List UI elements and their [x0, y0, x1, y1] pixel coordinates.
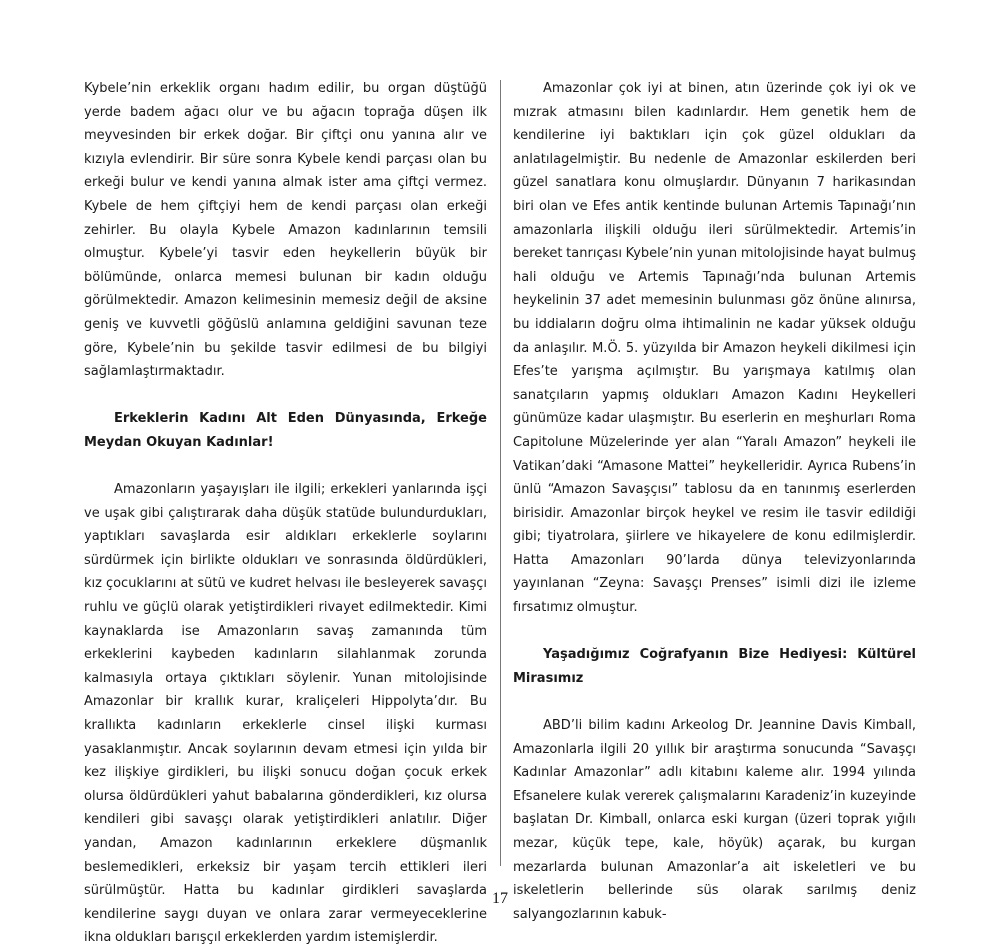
left-column — [84, 77, 487, 950]
section-heading-1: Erkeklerin Kadını Alt Eden Dünyasında, Erkeğe Meydan Okuyan Kadınlar! — [84, 411, 487, 450]
left-paragraph-1: Kybele’nin erkeklik organı hadım edilir, bu organ düştüğü yerde badem ağacı olur ve bu ağacın toprağa düşen ilk meyvesinden bir erkek doğar. Bir çiftçi onu yanına alır ve kızıyla evlendirir. Bir süre sonra Kybele kendi parçası olan bu erkeği bulur ve kendi yanına almak ister ama çiftçi vermez. Kybele de hem çiftçiyi hem de kendi parçası olan erkeği zehirler. Bu olayla Kybele Amazon kadınlarının temsili olmuştur. Kybele’yi tasvir eden heykellerin büyük bir bölümünde, onlarca memesi bulunan bir kadın olduğu görülmektedir. Amazon kelimesinin memesiz değil de aksine geniş ve kuvvetli göğüslü anlamına geldiğini savunan teze göre, Kybele’nin bu şekilde tasvir edilmesi de bu bilgiyi sağlamlaştırmaktadır. — [84, 81, 487, 380]
page-number: 17 — [492, 890, 508, 907]
right-paragraph-2: ABD’li bilim kadını Arkeolog Dr. Jeannine Davis Kimball, Amazonlarla ilgili 20 yıllık bir araştırma sonucunda “Savaşçı Kadınlar Amazonlar” adlı kitabını kaleme alır. 1994 yılında Efsanelere kulak vererek çalışmalarını Karadeniz’in kuzeyinde başlatan Dr. Kimball, onlarca eski kurgan (üzeri toprak yığılı mezar, küçük tepe, kale, höyük) açarak, bu kurgan mezarlarda bulunan Amazonlar’a ait iskeletleri ve bu iskeletlerin bellerinde süs olarak sarılmış deniz salyangozlarının kabuk- — [513, 718, 916, 922]
section-heading-2: Yaşadığımız Coğrafyanın Bize Hediyesi: Kültürel Mirasımız — [513, 647, 916, 686]
left-paragraph-2: Amazonların yaşayışları ile ilgili; erkekleri yanlarında işçi ve uşak gibi çalıştırarak daha düşük statüde bulundurdukları, yaptıkları savaşlarda esir aldıkları erkeklerle soylarını sürdürmek için birlikte oldukları ve sonrasında öldürdükleri, kız çocuklarını at sütü ve kudret helvası ile besleyerek savaşçı ruhlu ve güçlü olarak yetiştirdikleri rivayet edilmektedir. Kimi kaynaklarda ise Amazonların savaş zamanında tüm erkeklerini kaybeden kadınların silahlanmak zorunda kalmasıyla ortaya çıktıkları söylenir. Yunan mitolojisinde Amazonlar bir krallık kurar, kraliçeleri Hippolyta’dır. Bu krallıkta kadınların erkeklerle cinsel ilişki kurması yasaklanmıştır. Ancak soylarının devam etmesi için yılda bir kez ilişkiye girdikleri, bu ilişki sonucu doğan çocuk erkek olursa öldürdükleri yahut babalarına gönderdikleri, kız olursa kendileri gibi savaşçı olarak yetiştirdikleri anlatılır. Diğer yandan, Amazon kadınlarının erkeklere düşmanlık beslemedikleri, erkeksiz bir yaşam tercih ettikleri ileri sürülmüştür. Hatta bu kadınlar girdikleri savaşlarda kendilerine saygı duyan ve onlara zarar vermeyeceklerine ikna oldukları barışçıl erkeklerden yardım istemişlerdir. — [84, 482, 487, 946]
column-divider — [500, 80, 501, 866]
right-paragraph-1: Amazonlar çok iyi at binen, atın üzerinde çok iyi ok ve mızrak atmasını bilen kadınlardır. Hem genetik hem de kendilerine iyi baktıkları için çok güzel oldukları da anlatılagelmiştir. Bu nedenle de Amazonlar eskilerden beri güzel sanatlara konu olmuşlardır. Dünyanın 7 harikasından biri olan ve Efes antik kentinde bulunan Artemis Tapınağı’nın amazonlarla ilişkili olduğu ileri sürülmektedir. Artemis’in bereket tanrıçası Kybele’nin yunan mitolojisinde hayat bulmuş hali olduğu ve Artemis Tapınağı’nda bulunan Artemis heykelinin 37 adet memesinin bulunması göz önüne alınırsa, bu iddiaların doğru olma ihtimalinin ne kadar yüksek olduğu da anlaşılır. M.Ö. 5. yüzyılda bir Amazon heykeli dikilmesi için Efes’te yarışma açılmıştır. Bu yarışmaya katılmış olan sanatçıların yapmış oldukları Amazon Kadını Heykelleri günümüze kadar ulaşmıştır. Bu eserlerin en meşhurları Roma Capitolune Müzelerinde yer alan “Yaralı Amazon” heykeli ile Vatikan’daki “Amasone Mattei” heykelleridir. Ayrıca Rubens’in ünlü “Amazon Savaşçısı” tablosu da en tanınmış eserlerden birisidir. Amazonlar birçok heykel ve resim ile tasvir edildiği gibi; tiyatrolara, şiirlere ve hikayelere de konu edilmişlerdir. Hatta Amazonları 90’larda dünya televizyonlarında yayınlanan “Zeyna: Savaşçı Prenses” isimli dizi ile izleme fırsatımız olmuştur. — [513, 81, 916, 616]
right-column — [513, 77, 916, 926]
